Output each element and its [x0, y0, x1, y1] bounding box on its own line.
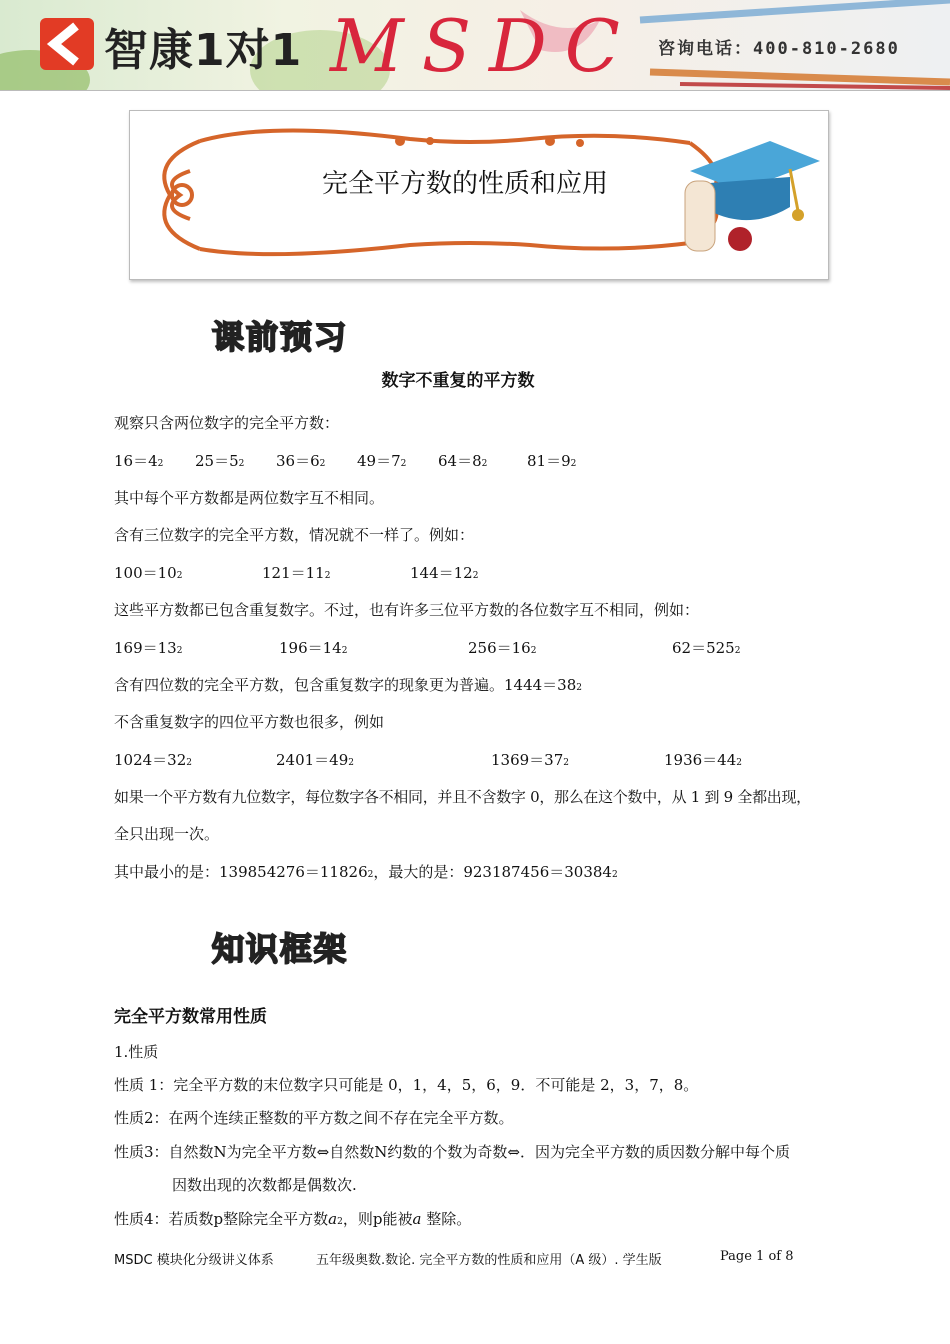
- property-1: 性质 1：完全平方数的末位数字只可能是 0，1，4，5，6，9．不可能是 2，3，7，8。: [114, 1076, 699, 1094]
- equation: 25＝52: [195, 452, 245, 470]
- equation: 2401＝492: [276, 751, 354, 769]
- equation-row: [0, 562, 950, 582]
- equation: 62＝5252: [672, 639, 741, 657]
- equation: 169＝132: [114, 639, 183, 657]
- paragraph: 不含重复数字的四位平方数也很多，例如: [114, 713, 385, 731]
- equation: 1024＝322: [114, 751, 192, 769]
- document-title: 完全平方数的性质和应用: [321, 169, 608, 199]
- equation: 100＝102: [114, 564, 183, 582]
- equation: 144＝122: [410, 564, 479, 582]
- preview-subtitle: 数字不重复的平方数: [381, 371, 535, 391]
- equation: 36＝62: [276, 452, 326, 470]
- paragraph: 全只出现一次。: [114, 825, 220, 843]
- paragraph: 含有三位数字的完全平方数，情况就不一样了。例如：: [114, 526, 475, 544]
- equation-row: [0, 749, 950, 769]
- equation: 1369＝372: [491, 751, 569, 769]
- paragraph: 含有四位数的完全平方数，包含重复数字的现象更为普遍。1444＝382: [114, 676, 582, 694]
- iff-icon: ⇔: [316, 1143, 330, 1161]
- equation: 196＝142: [279, 639, 348, 657]
- property-2: 性质2：在两个连续正整数的平方数之间不存在完全平方数。: [114, 1109, 514, 1127]
- page-header: [0, 0, 950, 91]
- title-banner: [129, 110, 829, 280]
- equation: 49＝72: [357, 452, 407, 470]
- paragraph: 观察只含两位数字的完全平方数：: [114, 414, 340, 432]
- property-3: 性质3：自然数N为完全平方数⇔自然数N约数的个数为奇数⇔．因为完全平方数的质因数分解中每个质: [114, 1143, 790, 1161]
- paragraph: 其中每个平方数都是两位数字互不相同。: [114, 489, 385, 507]
- equation: 64＝82: [438, 452, 488, 470]
- equation: 256＝162: [468, 639, 537, 657]
- logo-icon: [40, 18, 94, 70]
- paragraph: 这些平方数都已包含重复数字。不过，也有许多三位平方数的各位数字互不相同，例如：: [114, 601, 700, 619]
- footer-page: Page 1 of 8: [720, 1249, 794, 1264]
- equation: 81＝92: [527, 452, 577, 470]
- footer-course: 五年级奥数.数论. 完全平方数的性质和应用（A 级）. 学生版: [316, 1253, 662, 1268]
- iff-icon: ⇔: [507, 1143, 520, 1161]
- equation: 16＝42: [114, 452, 164, 470]
- paragraph: 如果一个平方数有九位数字，每位数字各不相同，并且不含数字 0，那么在这个数中，从 1 到 9 全都出现，: [114, 788, 811, 806]
- equation-row: [0, 637, 950, 657]
- footer-series: MSDC 模块化分级讲义体系: [114, 1253, 274, 1268]
- equation: 121＝112: [262, 564, 331, 582]
- framework-subtitle: 完全平方数常用性质: [114, 1007, 267, 1027]
- section-title-framework: 知识框架: [212, 930, 349, 968]
- equation: 1936＝442: [664, 751, 742, 769]
- section-title-preview: 课前预习: [212, 318, 349, 356]
- equation-row: [0, 450, 950, 470]
- property-3-cont: 因数出现的次数都是偶数次.: [172, 1176, 357, 1194]
- paragraph: 其中最小的是：139854276＝118262，最大的是：923187456＝303842: [114, 863, 618, 881]
- property-4: 性质4：若质数p整除完全平方数a2，则p能被a 整除。: [114, 1210, 472, 1228]
- item-title: 1.性质: [114, 1043, 159, 1061]
- brand-logo: MSDC: [330, 4, 638, 88]
- contact-phone: 咨询电话：400-810-2680: [658, 39, 900, 59]
- logo-text: 智康1对1: [104, 25, 303, 76]
